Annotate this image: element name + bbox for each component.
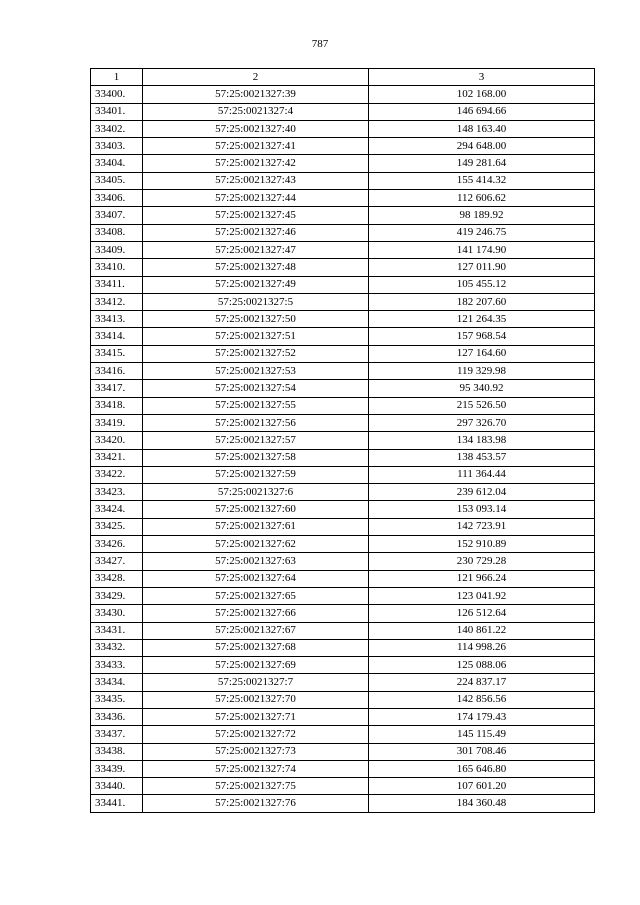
value-cell: 123 041.92 bbox=[369, 587, 595, 604]
row-number-cell: 33438. bbox=[91, 743, 143, 760]
row-number-cell: 33423. bbox=[91, 484, 143, 501]
value-cell: 107 601.20 bbox=[369, 778, 595, 795]
table-row bbox=[91, 674, 595, 691]
row-number-cell: 33427. bbox=[91, 553, 143, 570]
cadastral-number-cell: 57:25:0021327:63 bbox=[143, 553, 369, 570]
row-number-cell: 33403. bbox=[91, 138, 143, 155]
table-row bbox=[91, 691, 595, 708]
row-number-cell: 33416. bbox=[91, 363, 143, 380]
row-number-cell: 33413. bbox=[91, 311, 143, 328]
row-number-cell: 33404. bbox=[91, 155, 143, 172]
table-row bbox=[91, 276, 595, 293]
cadastral-number-cell: 57:25:0021327:61 bbox=[143, 518, 369, 535]
cadastral-number-cell: 57:25:0021327:56 bbox=[143, 414, 369, 431]
table-row bbox=[91, 760, 595, 777]
row-number-cell: 33436. bbox=[91, 708, 143, 725]
row-number-cell: 33417. bbox=[91, 380, 143, 397]
row-number-cell: 33430. bbox=[91, 605, 143, 622]
value-cell: 152 910.89 bbox=[369, 536, 595, 553]
cadastral-number-cell: 57:25:0021327:75 bbox=[143, 778, 369, 795]
data-table bbox=[90, 68, 595, 813]
table-row bbox=[91, 432, 595, 449]
table-body bbox=[91, 86, 595, 812]
value-cell: 127 164.60 bbox=[369, 345, 595, 362]
header-row bbox=[91, 69, 595, 86]
cadastral-number-cell: 57:25:0021327:65 bbox=[143, 587, 369, 604]
column-header-1: 1 bbox=[91, 69, 143, 86]
value-cell: 114 998.26 bbox=[369, 639, 595, 656]
column-header-2: 2 bbox=[143, 69, 369, 86]
cadastral-number-cell: 57:25:0021327:48 bbox=[143, 259, 369, 276]
table-row bbox=[91, 414, 595, 431]
table-row bbox=[91, 311, 595, 328]
table-row bbox=[91, 795, 595, 812]
cadastral-number-cell: 57:25:0021327:57 bbox=[143, 432, 369, 449]
row-number-cell: 33419. bbox=[91, 414, 143, 431]
table-row bbox=[91, 708, 595, 725]
value-cell: 121 264.35 bbox=[369, 311, 595, 328]
row-number-cell: 33411. bbox=[91, 276, 143, 293]
row-number-cell: 33441. bbox=[91, 795, 143, 812]
cadastral-number-cell: 57:25:0021327:62 bbox=[143, 536, 369, 553]
cadastral-number-cell: 57:25:0021327:40 bbox=[143, 120, 369, 137]
table-row bbox=[91, 536, 595, 553]
value-cell: 125 088.06 bbox=[369, 657, 595, 674]
page-number: 787 bbox=[311, 38, 329, 50]
value-cell: 141 174.90 bbox=[369, 241, 595, 258]
cadastral-number-cell: 57:25:0021327:60 bbox=[143, 501, 369, 518]
table-row bbox=[91, 293, 595, 310]
cadastral-number-cell: 57:25:0021327:39 bbox=[143, 86, 369, 103]
row-number-cell: 33433. bbox=[91, 657, 143, 674]
cadastral-number-cell: 57:25:0021327:4 bbox=[143, 103, 369, 120]
table-row bbox=[91, 241, 595, 258]
value-cell: 127 011.90 bbox=[369, 259, 595, 276]
table-row bbox=[91, 726, 595, 743]
row-number-cell: 33409. bbox=[91, 241, 143, 258]
table-row bbox=[91, 587, 595, 604]
row-number-cell: 33401. bbox=[91, 103, 143, 120]
value-cell: 153 093.14 bbox=[369, 501, 595, 518]
table-row bbox=[91, 605, 595, 622]
table-row bbox=[91, 518, 595, 535]
table-row bbox=[91, 155, 595, 172]
cadastral-number-cell: 57:25:0021327:43 bbox=[143, 172, 369, 189]
row-number-cell: 33405. bbox=[91, 172, 143, 189]
row-number-cell: 33412. bbox=[91, 293, 143, 310]
cadastral-number-cell: 57:25:0021327:69 bbox=[143, 657, 369, 674]
cadastral-number-cell: 57:25:0021327:68 bbox=[143, 639, 369, 656]
row-number-cell: 33422. bbox=[91, 466, 143, 483]
row-number-cell: 33415. bbox=[91, 345, 143, 362]
table-row bbox=[91, 639, 595, 656]
cadastral-number-cell: 57:25:0021327:49 bbox=[143, 276, 369, 293]
table-row bbox=[91, 224, 595, 241]
row-number-cell: 33408. bbox=[91, 224, 143, 241]
table-row bbox=[91, 380, 595, 397]
value-cell: 145 115.49 bbox=[369, 726, 595, 743]
row-number-cell: 33426. bbox=[91, 536, 143, 553]
value-cell: 140 861.22 bbox=[369, 622, 595, 639]
row-number-cell: 33406. bbox=[91, 190, 143, 207]
value-cell: 230 729.28 bbox=[369, 553, 595, 570]
table-row bbox=[91, 501, 595, 518]
cadastral-number-cell: 57:25:0021327:76 bbox=[143, 795, 369, 812]
value-cell: 148 163.40 bbox=[369, 120, 595, 137]
value-cell: 142 856.56 bbox=[369, 691, 595, 708]
value-cell: 98 189.92 bbox=[369, 207, 595, 224]
row-number-cell: 33429. bbox=[91, 587, 143, 604]
value-cell: 419 246.75 bbox=[369, 224, 595, 241]
value-cell: 119 329.98 bbox=[369, 363, 595, 380]
row-number-cell: 33432. bbox=[91, 639, 143, 656]
cadastral-number-cell: 57:25:0021327:55 bbox=[143, 397, 369, 414]
column-header-3: 3 bbox=[369, 69, 595, 86]
value-cell: 184 360.48 bbox=[369, 795, 595, 812]
row-number-cell: 33435. bbox=[91, 691, 143, 708]
cadastral-number-cell: 57:25:0021327:66 bbox=[143, 605, 369, 622]
value-cell: 142 723.91 bbox=[369, 518, 595, 535]
table-row bbox=[91, 466, 595, 483]
cadastral-number-cell: 57:25:0021327:58 bbox=[143, 449, 369, 466]
table-row bbox=[91, 778, 595, 795]
cadastral-number-cell: 57:25:0021327:6 bbox=[143, 484, 369, 501]
table-row bbox=[91, 657, 595, 674]
value-cell: 215 526.50 bbox=[369, 397, 595, 414]
row-number-cell: 33428. bbox=[91, 570, 143, 587]
table-row bbox=[91, 397, 595, 414]
table-row bbox=[91, 345, 595, 362]
row-number-cell: 33421. bbox=[91, 449, 143, 466]
cadastral-number-cell: 57:25:0021327:70 bbox=[143, 691, 369, 708]
cadastral-number-cell: 57:25:0021327:46 bbox=[143, 224, 369, 241]
cadastral-number-cell: 57:25:0021327:51 bbox=[143, 328, 369, 345]
cadastral-number-cell: 57:25:0021327:71 bbox=[143, 708, 369, 725]
cadastral-number-cell: 57:25:0021327:53 bbox=[143, 363, 369, 380]
table-row bbox=[91, 190, 595, 207]
cadastral-number-cell: 57:25:0021327:73 bbox=[143, 743, 369, 760]
cadastral-number-cell: 57:25:0021327:5 bbox=[143, 293, 369, 310]
cadastral-number-cell: 57:25:0021327:47 bbox=[143, 241, 369, 258]
row-number-cell: 33434. bbox=[91, 674, 143, 691]
value-cell: 297 326.70 bbox=[369, 414, 595, 431]
cadastral-number-cell: 57:25:0021327:72 bbox=[143, 726, 369, 743]
row-number-cell: 33424. bbox=[91, 501, 143, 518]
value-cell: 157 968.54 bbox=[369, 328, 595, 345]
table-row bbox=[91, 172, 595, 189]
table-row bbox=[91, 86, 595, 103]
value-cell: 174 179.43 bbox=[369, 708, 595, 725]
cadastral-number-cell: 57:25:0021327:67 bbox=[143, 622, 369, 639]
row-number-cell: 33402. bbox=[91, 120, 143, 137]
value-cell: 112 606.62 bbox=[369, 190, 595, 207]
value-cell: 102 168.00 bbox=[369, 86, 595, 103]
row-number-cell: 33410. bbox=[91, 259, 143, 276]
row-number-cell: 33407. bbox=[91, 207, 143, 224]
row-number-cell: 33414. bbox=[91, 328, 143, 345]
cadastral-number-cell: 57:25:0021327:74 bbox=[143, 760, 369, 777]
row-number-cell: 33437. bbox=[91, 726, 143, 743]
value-cell: 239 612.04 bbox=[369, 484, 595, 501]
value-cell: 149 281.64 bbox=[369, 155, 595, 172]
table-row bbox=[91, 103, 595, 120]
cadastral-number-cell: 57:25:0021327:64 bbox=[143, 570, 369, 587]
value-cell: 121 966.24 bbox=[369, 570, 595, 587]
table-row bbox=[91, 120, 595, 137]
value-cell: 224 837.17 bbox=[369, 674, 595, 691]
table-row bbox=[91, 622, 595, 639]
value-cell: 301 708.46 bbox=[369, 743, 595, 760]
cadastral-number-cell: 57:25:0021327:44 bbox=[143, 190, 369, 207]
value-cell: 165 646.80 bbox=[369, 760, 595, 777]
value-cell: 134 183.98 bbox=[369, 432, 595, 449]
value-cell: 111 364.44 bbox=[369, 466, 595, 483]
value-cell: 95 340.92 bbox=[369, 380, 595, 397]
table-row bbox=[91, 259, 595, 276]
table-row bbox=[91, 207, 595, 224]
cadastral-number-cell: 57:25:0021327:45 bbox=[143, 207, 369, 224]
cadastral-number-cell: 57:25:0021327:52 bbox=[143, 345, 369, 362]
table-row bbox=[91, 138, 595, 155]
row-number-cell: 33420. bbox=[91, 432, 143, 449]
value-cell: 155 414.32 bbox=[369, 172, 595, 189]
table-row bbox=[91, 570, 595, 587]
cadastral-number-cell: 57:25:0021327:50 bbox=[143, 311, 369, 328]
value-cell: 146 694.66 bbox=[369, 103, 595, 120]
row-number-cell: 33439. bbox=[91, 760, 143, 777]
table-row bbox=[91, 363, 595, 380]
value-cell: 126 512.64 bbox=[369, 605, 595, 622]
table-row bbox=[91, 328, 595, 345]
cadastral-number-cell: 57:25:0021327:7 bbox=[143, 674, 369, 691]
value-cell: 294 648.00 bbox=[369, 138, 595, 155]
table-row bbox=[91, 743, 595, 760]
value-cell: 182 207.60 bbox=[369, 293, 595, 310]
value-cell: 105 455.12 bbox=[369, 276, 595, 293]
table-row bbox=[91, 449, 595, 466]
table-header bbox=[91, 69, 595, 86]
row-number-cell: 33431. bbox=[91, 622, 143, 639]
row-number-cell: 33440. bbox=[91, 778, 143, 795]
row-number-cell: 33425. bbox=[91, 518, 143, 535]
table-row bbox=[91, 484, 595, 501]
cadastral-number-cell: 57:25:0021327:59 bbox=[143, 466, 369, 483]
cadastral-number-cell: 57:25:0021327:54 bbox=[143, 380, 369, 397]
row-number-cell: 33400. bbox=[91, 86, 143, 103]
cadastral-number-cell: 57:25:0021327:41 bbox=[143, 138, 369, 155]
cadastral-number-cell: 57:25:0021327:42 bbox=[143, 155, 369, 172]
value-cell: 138 453.57 bbox=[369, 449, 595, 466]
row-number-cell: 33418. bbox=[91, 397, 143, 414]
table-row bbox=[91, 553, 595, 570]
